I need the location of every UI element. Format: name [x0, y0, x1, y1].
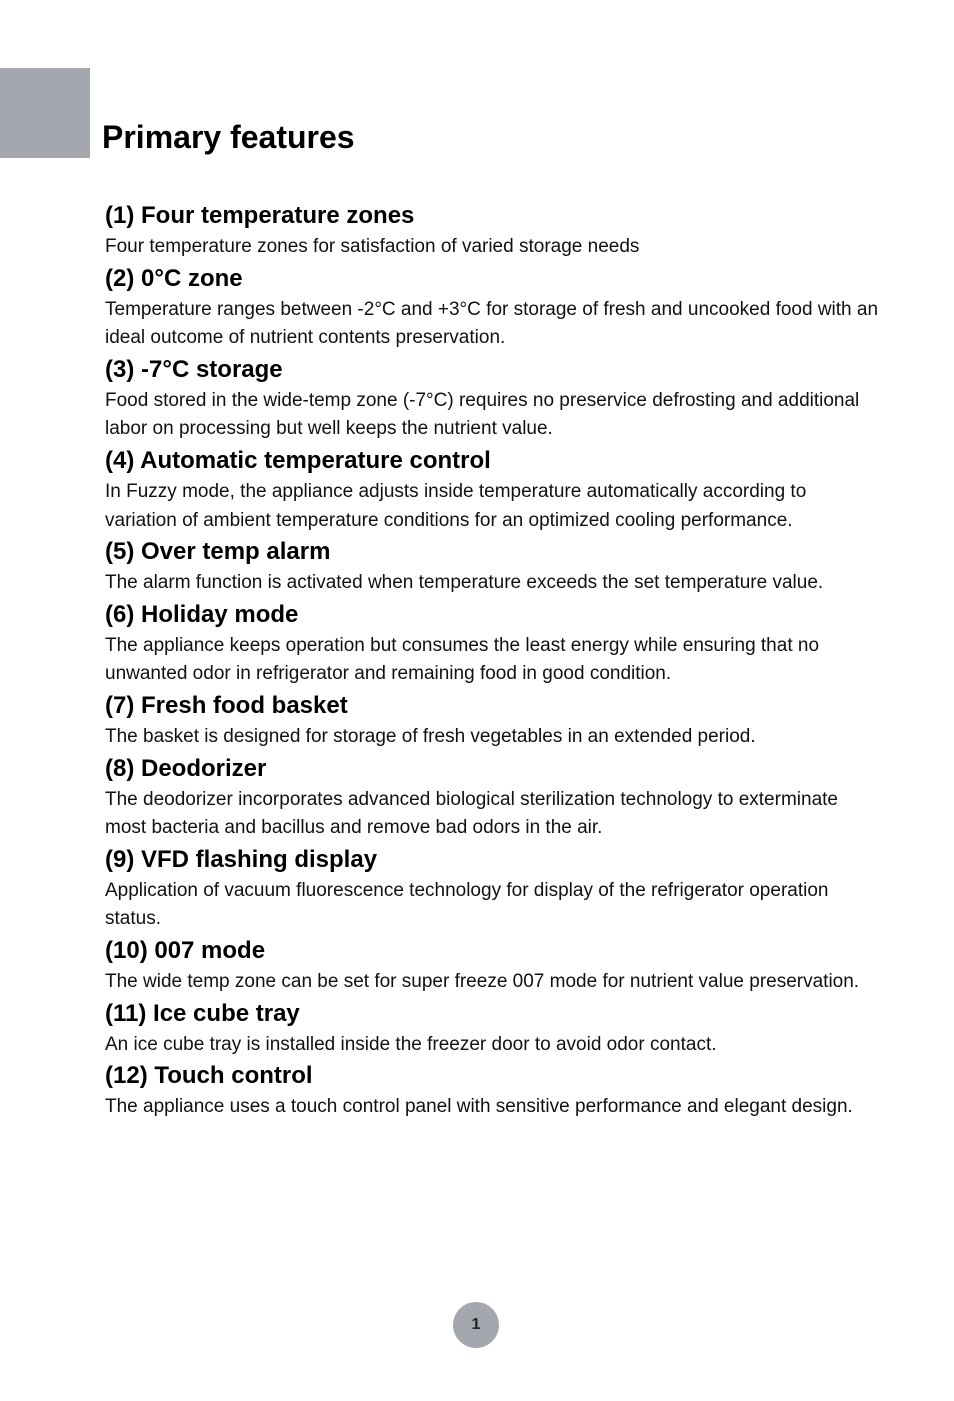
feature-heading: (1) Four temperature zones	[105, 202, 415, 229]
feature-item	[105, 353, 880, 444]
feature-heading: (11) Ice cube tray	[105, 999, 300, 1027]
feature-heading: (8) Deodorizer	[105, 754, 267, 782]
feature-item	[105, 752, 880, 843]
page-number: 1	[453, 1302, 499, 1348]
feature-heading: (2) 0°C zone	[105, 264, 243, 292]
feature-item	[105, 199, 880, 262]
feature-description: Application of vacuum fluorescence technology for display of the refrigerator operation status.	[105, 879, 829, 930]
feature-description: The appliance uses a touch control panel with sensitive performance and elegant design.	[105, 1096, 853, 1118]
feature-description: Food stored in the wide-temp zone (-7°C) requires no preservice defrosting and additional labor on processing but well keeps the nutrient value.	[105, 389, 860, 440]
feature-description: The alarm function is activated when temperature exceeds the set temperature value.	[105, 572, 824, 594]
feature-description: Four temperature zones for satisfaction of varied storage needs	[105, 236, 640, 257]
feature-item	[105, 997, 880, 1060]
feature-item	[105, 689, 880, 752]
feature-list	[105, 199, 880, 1122]
feature-description: The deodorizer incorporates advanced biological sterilization technology to exterminate most bacteria and bacillus and remove bad odors in the air.	[105, 788, 838, 839]
page-title: Primary features	[102, 119, 355, 155]
feature-heading: (9) VFD flashing display	[105, 845, 378, 873]
feature-description: The basket is designed for storage of fresh vegetables in an extended period.	[105, 725, 756, 747]
feature-item	[105, 444, 880, 535]
feature-item	[105, 1059, 880, 1122]
feature-heading: (12) Touch control	[105, 1062, 313, 1090]
feature-heading: (10) 007 mode	[105, 936, 266, 964]
feature-heading: (3) -7°C storage	[105, 355, 283, 383]
feature-heading: (7) Fresh food basket	[105, 691, 348, 719]
feature-heading: (4) Automatic temperature control	[105, 446, 491, 474]
feature-heading: (5) Over temp alarm	[105, 538, 331, 566]
feature-description: The appliance keeps operation but consumes the least energy while ensuring that no unwanted odor in refrigerator and remaining food in good condition.	[105, 634, 820, 685]
feature-item	[105, 598, 880, 689]
feature-description: An ice cube tray is installed inside the freezer door to avoid odor contact.	[105, 1033, 717, 1055]
feature-description: The wide temp zone can be set for super freeze 007 mode for nutrient value preservation.	[105, 970, 860, 992]
feature-item	[105, 843, 880, 934]
section-tab-marker	[0, 68, 90, 158]
feature-item	[105, 535, 880, 598]
feature-description: In Fuzzy mode, the appliance adjusts inside temperature automatically according to variation of ambient temperature conditions for an optimized cooling performance.	[105, 480, 807, 531]
feature-heading: (6) Holiday mode	[105, 600, 299, 628]
feature-item	[105, 934, 880, 997]
feature-description: Temperature ranges between -2°C and +3°C for storage of fresh and uncooked food with an ideal outcome of nutrient contents preservation.	[105, 298, 879, 349]
feature-item	[105, 262, 880, 353]
